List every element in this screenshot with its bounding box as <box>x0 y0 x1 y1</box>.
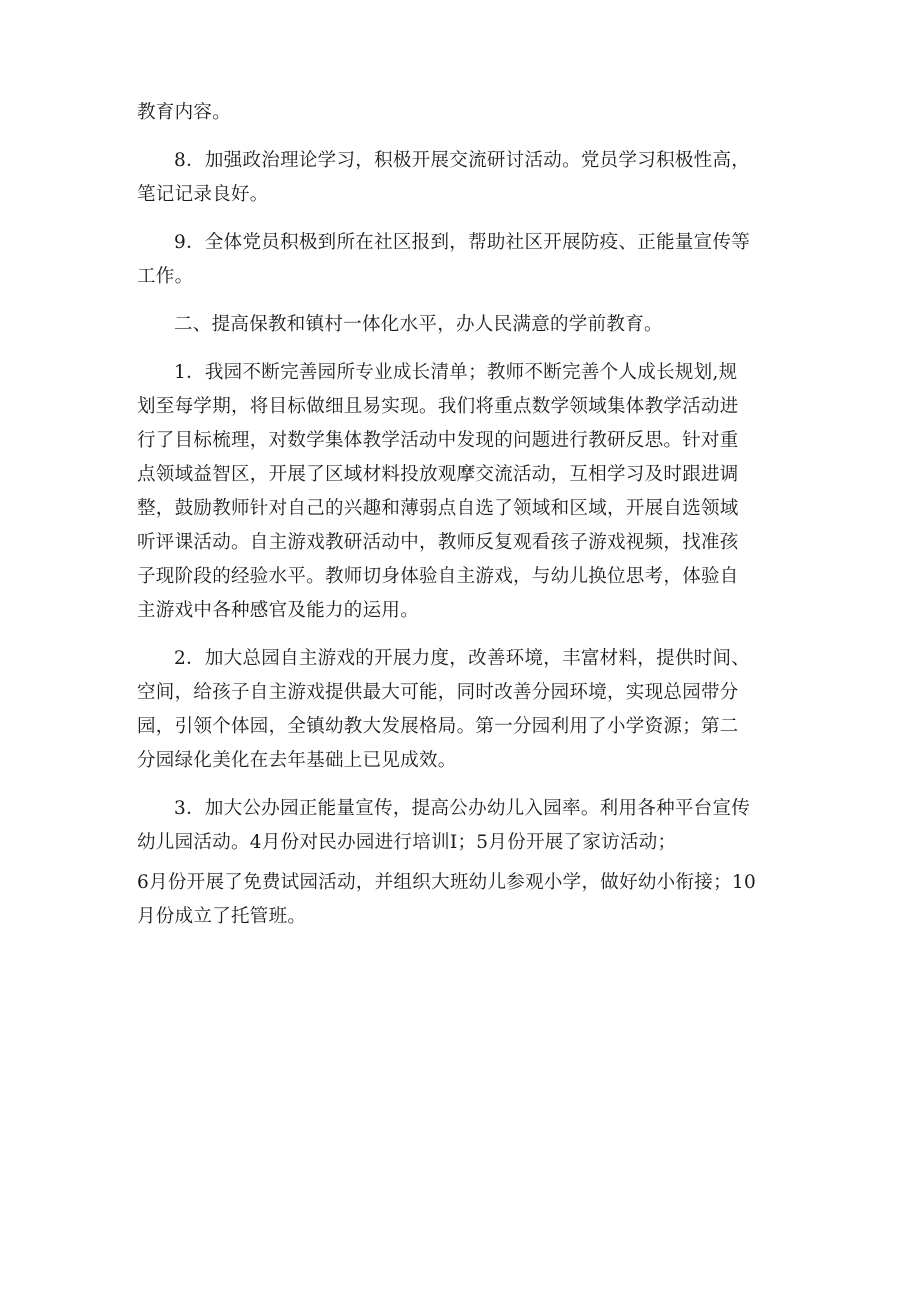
text-line: 分园绿化美化在去年基础上已见成效。 <box>137 750 457 771</box>
text-line: 点领域益智区，开展了区域材料投放观摩交流活动，互相学习及时跟进调 <box>137 464 739 485</box>
text-line: 园，引领个体园，全镇幼教大发展格局。第一分园利用了小学资源；第二 <box>137 716 739 737</box>
document-body <box>137 96 792 934</box>
text-line: 8．加强政治理论学习，积极开展交流研讨活动。党员学习积极性高， <box>174 150 751 171</box>
text-line: 主游戏中各种感官及能力的运用。 <box>137 600 420 621</box>
section-heading-2 <box>137 308 792 342</box>
text-line: 工作。 <box>137 266 194 287</box>
paragraph-item-3 <box>137 792 792 860</box>
text-line: 二、提高保教和镇村一体化水平，办人民满意的学前教育。 <box>174 314 663 335</box>
paragraph-item-9 <box>137 226 792 294</box>
paragraph-item-1 <box>137 356 792 628</box>
text-line: 6月份开展了免费试园活动，并组织大班幼儿参观小学，做好幼小衔接；10 <box>137 872 757 893</box>
text-line: 听评课活动。自主游戏教研活动中，教师反复观看孩子游戏视频，找准孩 <box>137 532 739 553</box>
text-line: 整，鼓励教师针对自己的兴趣和薄弱点自选了领域和区域，开展自选领域 <box>137 498 739 519</box>
paragraph-item-2 <box>137 642 792 778</box>
paragraph-education-content <box>137 96 792 130</box>
text-line: 划至每学期，将目标做细且易实现。我们将重点数学领域集体教学活动进 <box>137 396 739 417</box>
text-line: 行了目标梳理，对数学集体教学活动中发现的问题进行教研反思。针对重 <box>137 430 739 451</box>
text-line: 3．加大公办园正能量宣传，提高公办幼儿入园率。利用各种平台宣传 <box>174 798 751 819</box>
text-line: 空间，给孩子自主游戏提供最大可能，同时改善分园环境，实现总园带分 <box>137 682 739 703</box>
text-line: 教育内容。 <box>137 102 232 123</box>
text-line: 幼儿园活动。4月份对民办园进行培训I；5月份开展了家访活动； <box>137 832 677 853</box>
paragraph-item-8 <box>137 144 792 212</box>
text-line: 月份成立了托管班。 <box>137 906 307 927</box>
text-line: 子现阶段的经验水平。教师切身体验自主游戏，与幼儿换位思考，体验自 <box>137 566 739 587</box>
text-line: 1．我园不断完善园所专业成长清单；教师不断完善个人成长规划,规 <box>174 362 738 383</box>
text-line: 9．全体党员积极到所在社区报到，帮助社区开展防疫、正能量宣传等 <box>174 232 751 253</box>
text-line: 笔记记录良好。 <box>137 184 269 205</box>
text-line: 2．加大总园自主游戏的开展力度，改善环境，丰富材料，提供时间、 <box>174 648 751 669</box>
paragraph-item-3-continued <box>137 866 792 934</box>
